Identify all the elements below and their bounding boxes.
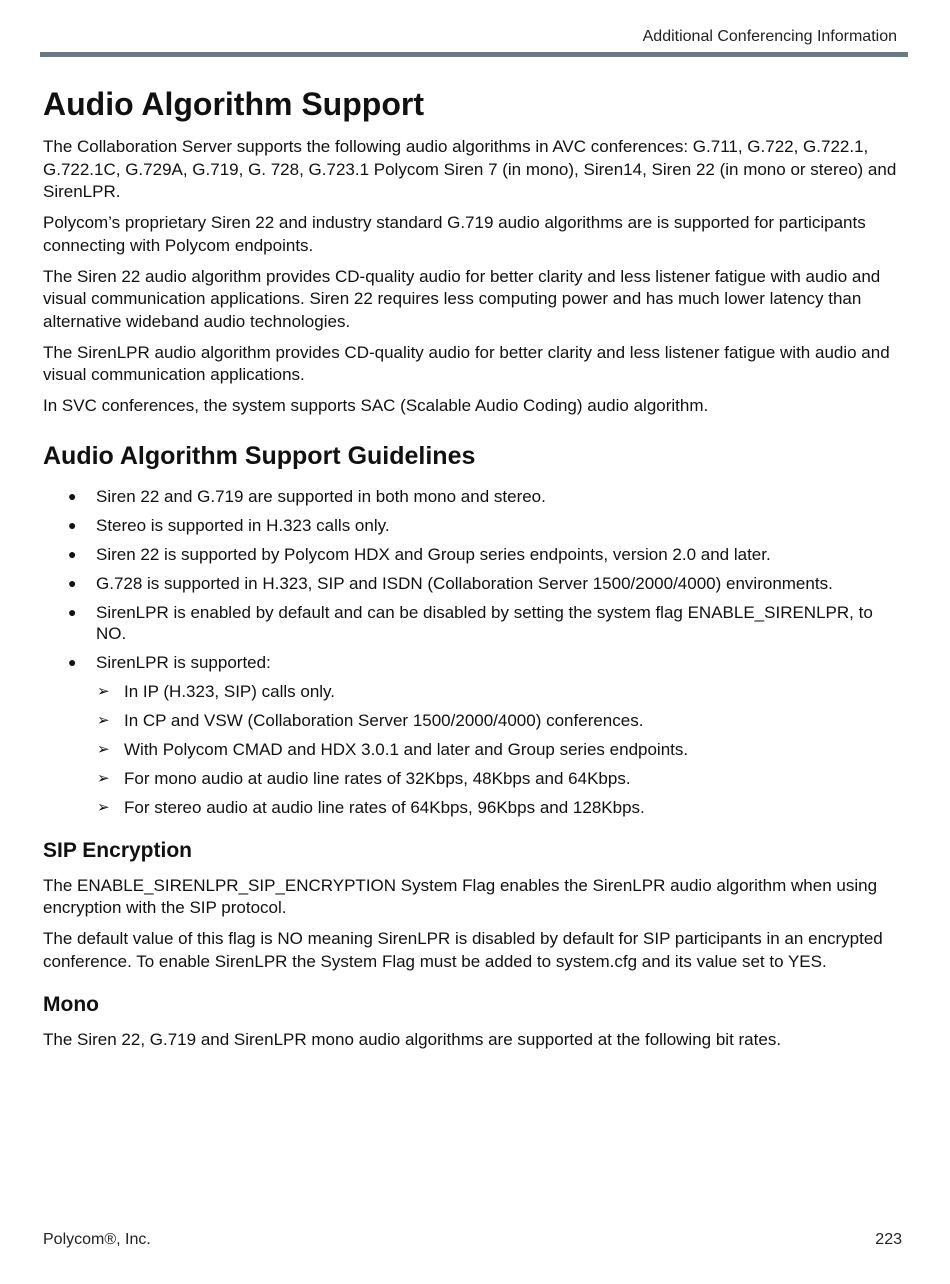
bullet-dot-icon: ● [68,654,77,670]
sub-list-item [43,681,905,703]
bullet-dot-icon: ● [68,516,77,533]
mono-paragraph: The Siren 22, G.719 and SirenLPR mono audio algorithms are supported at the following bit rates. [43,1030,782,1049]
arrow-bullet-icon: ➢ [97,770,110,787]
svc-paragraph: In SVC conferences, the system supports SAC (Scalable Audio Coding) audio algorithm. [43,396,709,415]
page-title: Audio Algorithm Support [43,86,424,122]
list-item [43,602,905,645]
sip-encryption-paragraph: The ENABLE_SIRENLPR_SIP_ENCRYPTION System Flag enables the SirenLPR audio algorithm when using encryption with the SIP protocol. [43,875,878,917]
list-item [43,573,905,595]
sip-encryption-default-paragraph: The default value of this flag is NO meaning SirenLPR is disabled by default for SIP participants in an encrypted conference. To enable SirenLPR the System Flag must be added to system.cfg and its value set to YES. [43,929,883,971]
sub-list-item-text: In CP and VSW (Collaboration Server 1500/2000/4000) conferences. [124,711,644,730]
sirenlpr-paragraph: The SirenLPR audio algorithm provides CD-quality audio for better clarity and less listener fatigue with audio and visual communication applications. [43,342,890,384]
list-item [43,515,905,537]
list-item-text: SirenLPR is supported: [96,653,271,672]
arrow-bullet-icon: ➢ [97,741,110,758]
sub-list-item [43,739,905,761]
proprietary-paragraph: Polycom’s proprietary Siren 22 and industry standard G.719 audio algorithms are is supported for participants connecting with Polycom endpoints. [43,213,866,255]
list-item-text: Siren 22 is supported by Polycom HDX and Group series endpoints, version 2.0 and later. [96,544,771,564]
list-item-text: G.728 is supported in H.323, SIP and ISDN (Collaboration Server 1500/2000/4000) environments. [96,573,833,593]
sub-list-item-text: For mono audio at audio line rates of 32Kbps, 48Kbps and 64Kbps. [124,769,631,788]
list-item-text: Stereo is supported in H.323 calls only. [96,515,390,535]
page-number: 223 [875,1231,902,1248]
sub-list-item-text: With Polycom CMAD and HDX 3.0.1 and later and Group series endpoints. [124,740,689,759]
guidelines-list [43,486,905,674]
arrow-bullet-icon: ➢ [97,799,110,816]
page-content [43,84,905,1060]
bullet-dot-icon: ● [68,574,77,591]
guidelines-heading: Audio Algorithm Support Guidelines [43,441,476,470]
bullet-dot-icon: ● [68,603,77,620]
list-item-text: SirenLPR is enabled by default and can be disabled by setting the system flag ENABLE_SIRENLPR, to NO. [96,602,873,643]
list-item [43,486,905,508]
siren22-paragraph: The Siren 22 audio algorithm provides CD-quality audio for better clarity and less listener fatigue with audio and visual communication applications. Siren 22 requires less computing power and has much lower latency than alternative wideband audio technologies. [43,266,881,331]
intro-paragraph: The Collaboration Server supports the following audio algorithms in AVC conferences: G.711, G.722, G.722.1, G.722.1C, G.729A, G.719, G. 728, G.723.1 Polycom Siren 7 (in mono), Siren14, Siren 22 (in mono or stereo) and SirenLPR. [43,137,897,201]
sub-list-item-text: In IP (H.323, SIP) calls only. [124,682,336,701]
running-header: Additional Conferencing Information [642,28,897,45]
sub-list-item [43,768,905,790]
sub-list-item [43,797,905,819]
arrow-bullet-icon: ➢ [97,683,110,700]
sub-list-item-text: For stereo audio at audio line rates of 64Kbps, 96Kbps and 128Kbps. [124,798,645,817]
list-item-text: Siren 22 and G.719 are supported in both mono and stereo. [96,486,546,506]
sirenlpr-support-sublist [43,681,905,819]
bullet-dot-icon: ● [68,545,77,562]
header-rule [40,52,908,57]
list-item [43,652,905,674]
list-item [43,544,905,566]
mono-heading: Mono [43,993,99,1016]
sub-list-item [43,710,905,732]
bullet-dot-icon: ● [68,487,77,504]
arrow-bullet-icon: ➢ [97,712,110,729]
footer-company: Polycom®, Inc. [43,1231,151,1248]
sip-encryption-heading: SIP Encryption [43,838,192,862]
